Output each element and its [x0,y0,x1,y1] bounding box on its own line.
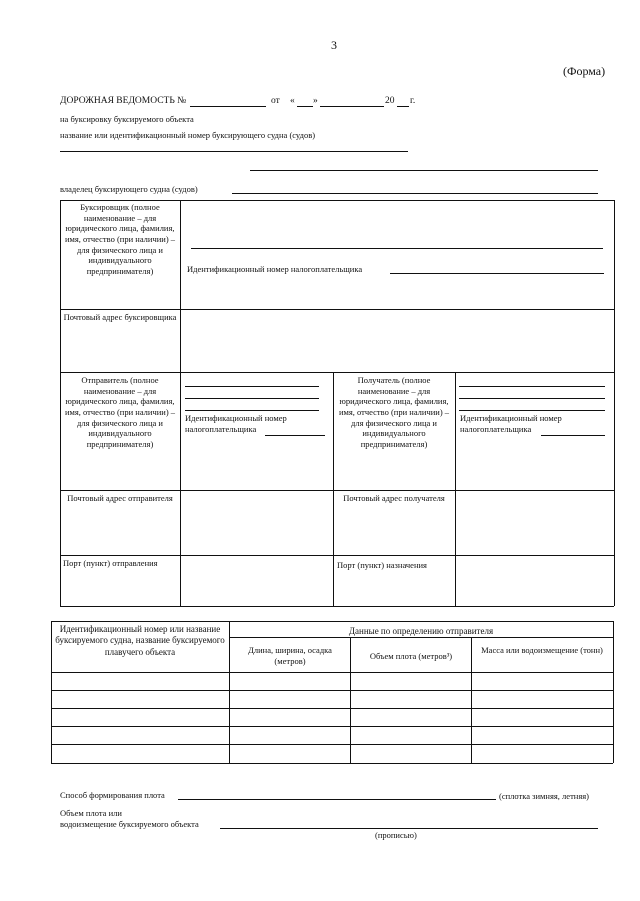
quote-open: « [290,96,295,106]
sender-label: Отправитель (полное наименование – для юридического лица, фамилия, имя, отчество (при наличии) – для физического лица и индивидуального предпринимателя) [64,375,176,449]
sender-name-field-2[interactable] [185,398,319,399]
port-destination-label: Порт (пункт) назначения [337,560,427,570]
cargo-table-cell[interactable] [472,727,613,743]
year-field[interactable] [397,106,409,107]
raft-method-hint: (сплотка зимняя, летняя) [499,791,589,801]
tower-inn-field[interactable] [390,273,604,274]
cargo-table-cell[interactable] [230,727,350,743]
number-field[interactable] [190,106,266,107]
cargo-table-cell[interactable] [230,745,350,761]
receiver-name-field-3[interactable] [459,410,605,411]
sender-address-label: Почтовый адрес отправителя [67,493,173,503]
cargo-table-cell[interactable] [230,673,350,689]
vessel-field-1[interactable] [60,151,408,152]
raft-method-label: Способ формирования плота [60,790,165,800]
cargo-table-cell[interactable] [52,709,229,725]
sender-name-field-1[interactable] [185,386,319,387]
cargo-table-cell[interactable] [351,727,471,743]
sender-inn-label: Идентификационный номер налогоплательщика [185,413,287,434]
receiver-label: Получатель (полное наименование – для юридического лица, фамилия, имя, отчество (при наличии) – для физического лица и индивидуального предпринимателя) [338,375,450,449]
owner-field[interactable] [232,193,598,194]
cargo-table-cell[interactable] [52,727,229,743]
sender-data-header: Данные по определению отправителя [348,626,494,636]
receiver-inn-label: Идентификационный номер налогоплательщика [460,413,562,434]
cargo-id-header: Идентификационный номер или название буксируемого судна, название буксируемого плавучего объекта [55,624,225,657]
tower-name-field[interactable] [191,248,603,249]
in-words-hint: (прописью) [375,830,417,840]
cargo-table-cell[interactable] [351,691,471,707]
form-label: (Форма) [563,64,606,78]
port-departure-field[interactable] [182,557,332,605]
tower-address-field[interactable] [182,311,612,370]
cargo-table-cell[interactable] [230,691,350,707]
cargo-table-cell[interactable] [230,709,350,725]
vessel-field-2[interactable] [250,170,598,171]
year-prefix: 20 [385,96,395,106]
tower-inn-label: Идентификационный номер налогоплательщика [187,264,363,274]
raft-volume-header: Объем плота (метров³) [369,651,453,661]
receiver-inn-field[interactable] [541,435,605,436]
volume-field[interactable] [220,828,598,829]
owner-label: владелец буксирующего судна (судов) [60,184,198,194]
receiver-name-field-1[interactable] [459,386,605,387]
cargo-table-cell[interactable] [52,745,229,761]
cargo-table-cell[interactable] [351,745,471,761]
mass-header: Масса или водоизмещение (тонн) [481,645,603,655]
sender-inn-field[interactable] [265,435,325,436]
tower-label: Буксировщик (полное наименование – для юридического лица, фамилия, имя, отчество (при наличии) – для физического лица и индивидуального предпринимателя) [64,202,176,276]
port-destination-field[interactable] [457,557,613,605]
volume-label-line1: Объем плота или [60,808,122,818]
raft-method-field[interactable] [178,799,496,800]
document-title: ДОРОЖНАЯ ВЕДОМОСТЬ № [60,96,187,106]
dimensions-header: Длина, ширина, осадка (метров) [248,645,332,666]
subtitle: на буксировку буксируемого объекта [60,114,194,124]
cargo-table-cell[interactable] [351,709,471,725]
cargo-table-cell[interactable] [351,673,471,689]
tower-address-label: Почтовый адрес буксировщика [63,312,177,322]
cargo-table-cell[interactable] [472,691,613,707]
receiver-name-field-2[interactable] [459,398,605,399]
receiver-address-label: Почтовый адрес получателя [343,493,445,503]
day-field[interactable] [297,106,313,107]
from-label: от [271,96,280,106]
port-departure-label: Порт (пункт) отправления [63,558,158,568]
cargo-table-cell[interactable] [52,673,229,689]
sender-address-field[interactable] [182,492,332,554]
vessel-label: название или идентификационный номер буксирующего судна (судов) [60,130,316,140]
cargo-table-cell[interactable] [52,691,229,707]
year-suffix: г. [410,96,416,106]
cargo-table-cell[interactable] [472,673,613,689]
cargo-table-cell[interactable] [472,709,613,725]
month-field[interactable] [320,106,384,107]
cargo-table-cell[interactable] [472,745,613,761]
volume-label-line2: водоизмещение буксируемого объекта [60,819,199,829]
sender-name-field-3[interactable] [185,410,319,411]
page-number: 3 [331,38,337,52]
quote-close: » [313,96,318,106]
receiver-address-field[interactable] [457,492,613,554]
